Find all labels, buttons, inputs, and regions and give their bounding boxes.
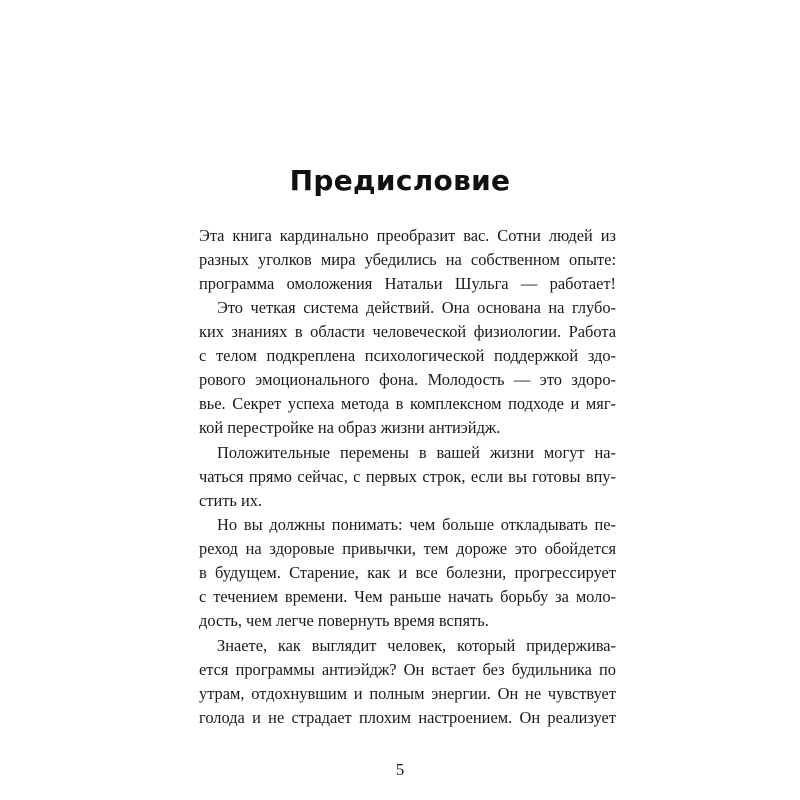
text-line: Но вы должны понимать: чем больше откладывать пе- <box>217 515 616 534</box>
text-line: разных уголков мира убедились на собственном опыте: <box>199 250 616 269</box>
text-line: с телом подкреплена психологической поддержкой здо- <box>199 346 616 365</box>
page-number: 5 <box>395 760 405 779</box>
text-line: дость, чем легче повернуть время вспять. <box>199 611 489 630</box>
text-line: ких знаниях в области человеческой физиологии. Работа <box>199 322 616 341</box>
text-line: стить их. <box>199 491 263 510</box>
text-line: Эта книга кардинально преобразит вас. Сотни людей из <box>199 226 616 245</box>
text-line: вье. Секрет успеха метода в комплексном подходе и мяг- <box>199 394 616 413</box>
text-line: Знаете, как выглядит человек, который придержива- <box>217 636 616 655</box>
text-line: чаться прямо сейчас, с первых строк, если вы готовы впу- <box>199 467 616 486</box>
text-line: Это четкая система действий. Она основана на глубо- <box>217 298 616 317</box>
text-line: с течением времени. Чем раньше начать борьбу за моло- <box>199 587 616 606</box>
text-line: утрам, отдохнувшим и полным энергии. Он не чувствует <box>199 684 616 703</box>
text-line: Положительные перемены в вашей жизни могут на- <box>217 443 616 462</box>
text-line: программа омоложения Натальи Шульга — работает! <box>199 274 616 293</box>
text-line: кой перестройке на образ жизни антиэйдж. <box>199 418 501 437</box>
page-title: Предисловие <box>289 164 511 197</box>
text-line: в будущем. Старение, как и все болезни, прогрессирует <box>199 563 616 582</box>
text-line: рового эмоционального фона. Молодость — это здоро- <box>199 370 616 389</box>
text-line: голода и не страдает плохим настроением. Он реализует <box>199 708 616 727</box>
text-line: реход на здоровые привычки, тем дороже это обойдется <box>199 539 616 558</box>
text-line: ется программы антиэйдж? Он встает без будильника по <box>199 660 616 679</box>
